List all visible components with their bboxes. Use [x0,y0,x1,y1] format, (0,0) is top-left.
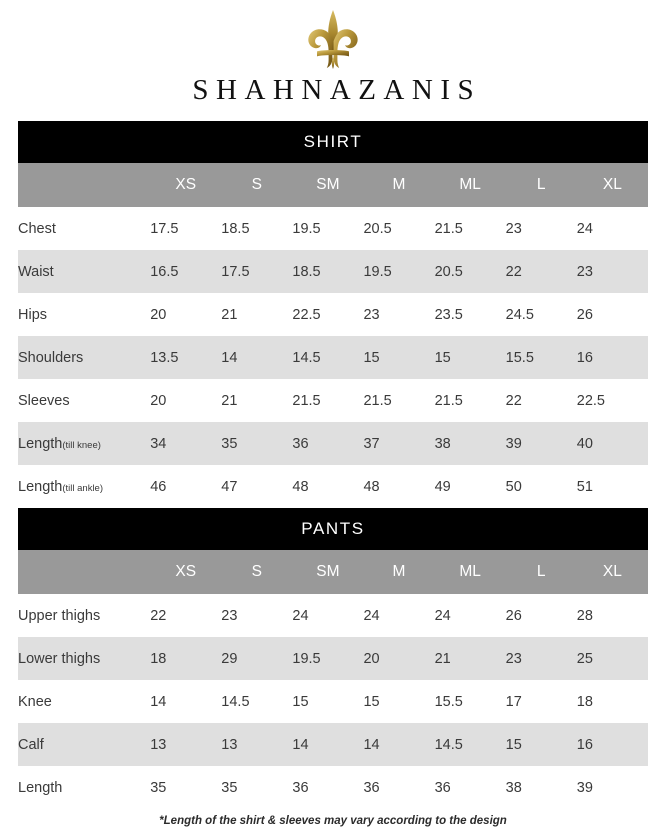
cell-value: 39 [577,766,648,809]
shirt-size-header-xl: XL [577,163,648,207]
cell-value: 15.5 [435,680,506,723]
brand-header [0,0,666,105]
cell-value: 39 [506,422,577,465]
cell-value: 20 [150,293,221,336]
cell-value: 16 [577,723,648,766]
row-label-note: (till ankle) [62,482,104,494]
row-label-text: Chest [18,220,56,237]
row-label [18,422,150,465]
table-row [18,336,648,379]
cell-value: 15 [363,336,434,379]
cell-value: 21 [435,637,506,680]
cell-value: 20 [363,637,434,680]
shirt-size-header-s: S [221,163,292,207]
row-label-text: Length [18,435,63,452]
pants-size-header-xl: XL [577,550,648,594]
cell-value: 26 [577,293,648,336]
table-row [18,465,648,508]
cell-value: 14.5 [221,680,292,723]
cell-value: 20.5 [363,207,434,250]
cell-value: 36 [292,766,363,809]
cell-value: 16.5 [150,250,221,293]
shirt-size-header-m: M [363,163,434,207]
shirt-size-header-row [18,163,648,207]
cell-value: 20 [150,379,221,422]
row-label [18,379,150,422]
cell-value: 35 [221,766,292,809]
cell-value: 19.5 [363,250,434,293]
shirt-size-header-l: L [506,163,577,207]
row-label [18,723,150,766]
pants-section-title-row [18,508,648,550]
pants-size-header-row [18,550,648,594]
cell-value: 18.5 [292,250,363,293]
cell-value: 18 [150,637,221,680]
section-title-pants: PANTS [18,508,648,550]
row-label [18,336,150,379]
table-row [18,207,648,250]
fleur-de-lis-icon [0,8,666,70]
cell-value: 23 [506,637,577,680]
pants-size-header-xs: XS [150,550,221,594]
cell-value: 35 [150,766,221,809]
cell-value: 26 [506,594,577,637]
cell-value: 15 [292,680,363,723]
shirt-section-title-row [18,121,648,163]
shirt-size-header-sm: SM [292,163,363,207]
cell-value: 22 [506,250,577,293]
cell-value: 15 [435,336,506,379]
cell-value: 24 [363,594,434,637]
cell-value: 14 [221,336,292,379]
cell-value: 14 [150,680,221,723]
cell-value: 29 [221,637,292,680]
cell-value: 22 [150,594,221,637]
cell-value: 24 [577,207,648,250]
pants-size-header-m: M [363,550,434,594]
table-row [18,594,648,637]
section-title-shirt: SHIRT [18,121,648,163]
cell-value: 18 [577,680,648,723]
table-row [18,250,648,293]
row-label-text: Calf [18,736,44,753]
cell-value: 46 [150,465,221,508]
cell-value: 22.5 [577,379,648,422]
row-label-text: Hips [18,306,48,323]
shirt-size-table [18,121,648,508]
table-row [18,293,648,336]
cell-value: 48 [292,465,363,508]
cell-value: 48 [363,465,434,508]
row-label-note: (till knee) [62,439,101,451]
pants-size-table [18,508,648,809]
cell-value: 21.5 [292,379,363,422]
row-label [18,766,150,809]
cell-value: 14 [363,723,434,766]
cell-value: 16 [577,336,648,379]
cell-value: 17.5 [221,250,292,293]
cell-value: 49 [435,465,506,508]
row-label-text: Knee [18,693,52,710]
cell-value: 15 [363,680,434,723]
cell-value: 17 [506,680,577,723]
cell-value: 34 [150,422,221,465]
cell-value: 18.5 [221,207,292,250]
cell-value: 17.5 [150,207,221,250]
cell-value: 22.5 [292,293,363,336]
cell-value: 14 [292,723,363,766]
cell-value: 21 [221,293,292,336]
cell-value: 22 [506,379,577,422]
pants-size-header-s: S [221,550,292,594]
cell-value: 24 [292,594,363,637]
row-label [18,207,150,250]
cell-value: 13 [221,723,292,766]
table-row [18,766,648,809]
cell-value: 23 [506,207,577,250]
cell-value: 50 [506,465,577,508]
row-label [18,637,150,680]
cell-value: 35 [221,422,292,465]
table-row [18,379,648,422]
row-label-text: Shoulders [18,349,84,366]
table-row [18,723,648,766]
cell-value: 21.5 [363,379,434,422]
cell-value: 25 [577,637,648,680]
row-label-text: Waist [18,263,54,280]
shirt-size-header-xs: XS [150,163,221,207]
row-label [18,293,150,336]
shirt-size-header-blank [18,163,150,207]
shirt-size-header-ml: ML [435,163,506,207]
row-label [18,250,150,293]
cell-value: 19.5 [292,207,363,250]
cell-value: 14.5 [292,336,363,379]
cell-value: 36 [292,422,363,465]
cell-value: 21.5 [435,379,506,422]
pants-size-header-l: L [506,550,577,594]
cell-value: 23 [577,250,648,293]
cell-value: 40 [577,422,648,465]
pants-size-header-blank [18,550,150,594]
cell-value: 38 [506,766,577,809]
cell-value: 36 [435,766,506,809]
cell-value: 14.5 [435,723,506,766]
table-row [18,637,648,680]
row-label [18,594,150,637]
cell-value: 23.5 [435,293,506,336]
pants-size-header-sm: SM [292,550,363,594]
cell-value: 13.5 [150,336,221,379]
brand-wordmark: SHAHNAZANIS [192,74,482,106]
row-label-text: Lower thighs [18,650,101,667]
footnote: *Length of the shirt & sleeves may vary according to the design [159,815,507,827]
cell-value: 24 [435,594,506,637]
cell-value: 36 [363,766,434,809]
cell-value: 23 [363,293,434,336]
cell-value: 21 [221,379,292,422]
cell-value: 19.5 [292,637,363,680]
table-row [18,422,648,465]
cell-value: 20.5 [435,250,506,293]
cell-value: 21.5 [435,207,506,250]
cell-value: 15.5 [506,336,577,379]
row-label-text: Upper thighs [18,607,101,624]
cell-value: 23 [221,594,292,637]
row-label [18,465,150,508]
cell-value: 37 [363,422,434,465]
cell-value: 38 [435,422,506,465]
row-label-text: Length [18,779,63,796]
cell-value: 15 [506,723,577,766]
cell-value: 51 [577,465,648,508]
size-chart-tables [18,121,648,809]
table-row [18,680,648,723]
cell-value: 28 [577,594,648,637]
row-label-text: Length [18,478,63,495]
cell-value: 24.5 [506,293,577,336]
cell-value: 13 [150,723,221,766]
pants-size-header-ml: ML [435,550,506,594]
row-label [18,680,150,723]
row-label-text: Sleeves [18,392,70,409]
cell-value: 47 [221,465,292,508]
